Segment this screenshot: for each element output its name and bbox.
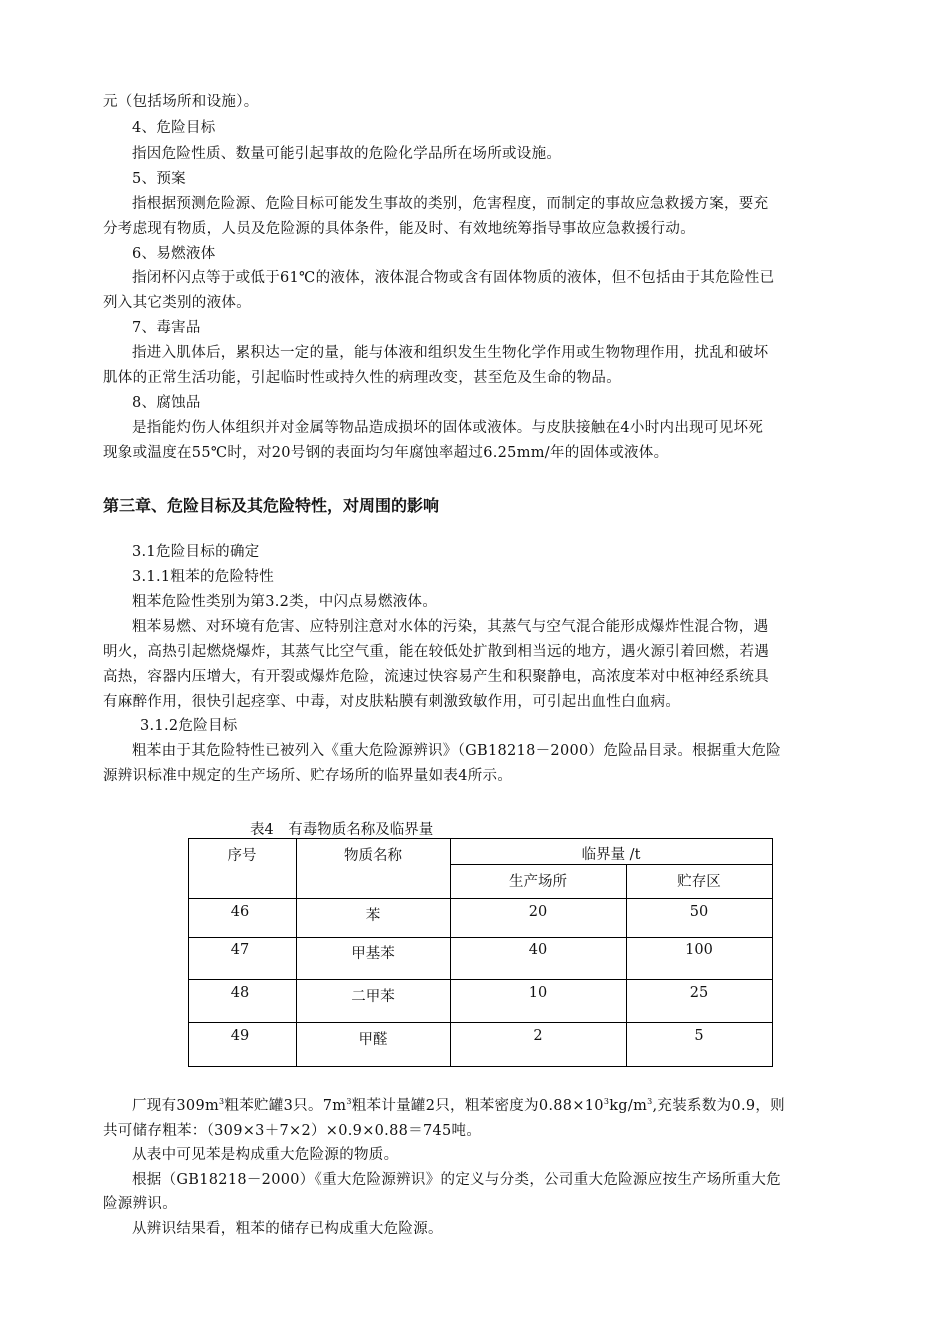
paragraph-line: 源辨识标准中规定的生产场所、贮存场所的临界量如表4所示。 — [103, 768, 513, 784]
paragraph-line: 指进入肌体后，累积达一定的量，能与体液和组织发生生物化学作用或生物物理作用，扰乱和破坏 — [132, 345, 769, 361]
cell-no: 47 — [230, 942, 250, 958]
paragraph-line: 列入其它类别的液体。 — [103, 295, 251, 311]
paragraph-line: 指因危险性质、数量可能引起事故的危险化学品所在场所或设施。 — [132, 146, 562, 162]
paragraph-line: 元（包括场所和设施）。 — [103, 94, 259, 110]
section-heading: 3.1危险目标的确定 — [132, 544, 260, 560]
paragraph-line: 是指能灼伤人体组织并对金属等物品造成损坏的固体或液体。与皮肤接触在4小时内出现可见坏死 — [132, 420, 764, 436]
superscript: 3 — [346, 1097, 352, 1106]
cell-production: 10 — [528, 985, 548, 1001]
table-border — [772, 838, 773, 1067]
chapter-title: 第三章、危险目标及其危险特性，对周围的影响 — [103, 496, 440, 515]
cell-name: 甲基苯 — [351, 946, 395, 962]
cell-storage: 5 — [694, 1028, 704, 1044]
paragraph-line: 肌体的正常生活功能，引起临时性或持久性的病理改变，甚至危及生命的物品。 — [103, 370, 621, 386]
cell-name: 二甲苯 — [351, 989, 395, 1005]
text-run: 粗苯计量罐2只，粗苯密度为0.88×10 — [351, 1098, 604, 1114]
table-border — [188, 1022, 773, 1023]
paragraph-line: 粗苯易燃、对环境有危害、应特别注意对水体的污染，其蒸气与空气混合能形成爆炸性混合物，遇 — [132, 619, 769, 635]
table-border — [188, 937, 773, 938]
cell-storage: 25 — [689, 985, 709, 1001]
paragraph-line: 分考虑现有物质，人员及危险源的具体条件，能及时、有效地统筹指导事故应急救援行动。 — [103, 221, 695, 237]
text-run: kg/m — [609, 1098, 648, 1114]
cell-production: 20 — [528, 904, 548, 920]
table-caption: 表4 有毒物质名称及临界量 — [250, 822, 434, 838]
item-heading-7: 7、毒害品 — [132, 320, 201, 336]
cell-name: 苯 — [365, 908, 381, 924]
paragraph-line: 共可储存粗苯：（309×3＋7×2）×0.9×0.88＝745吨。 — [103, 1123, 482, 1139]
header-storage: 贮存区 — [677, 874, 721, 890]
table-border — [188, 898, 773, 899]
text-run: ,充装系数为0.9，则 — [652, 1098, 785, 1114]
text-run: 厂现有309m — [132, 1098, 220, 1114]
subsection-heading: 3.1.1粗苯的危险特性 — [132, 569, 274, 585]
superscript: 3 — [647, 1097, 653, 1106]
item-heading-8: 8、腐蚀品 — [132, 395, 201, 411]
paragraph-line: 有麻醉作用，很快引起痉挛、中毒，对皮肤粘膜有刺激致敏作用，可引起出血性白血病。 — [103, 694, 681, 710]
paragraph-line: 现象或温度在55℃时，对20号钢的表面均匀年腐蚀率超过6.25mm/年的固体或液体。 — [103, 445, 669, 461]
paragraph-line — [132, 1096, 785, 1116]
paragraph-line: 指闭杯闪点等于或低于61℃的液体，液体混合物或含有固体物质的液体，但不包括由于其危险性已 — [132, 270, 775, 286]
cell-no: 46 — [230, 904, 250, 920]
item-heading-4: 4、危险目标 — [132, 120, 216, 136]
cell-storage: 100 — [685, 942, 713, 958]
paragraph-line: 粗苯由于其危险特性已被列入《重大危险源辨识》（GB18218－2000）危险品目录。根据重大危险 — [132, 743, 781, 759]
superscript: 3 — [219, 1097, 225, 1106]
header-production: 生产场所 — [509, 874, 567, 890]
header-quantity: 临界量 /t — [581, 847, 641, 863]
item-heading-5: 5、预案 — [132, 171, 186, 187]
cell-no: 48 — [230, 985, 250, 1001]
item-heading-6: 6、易燃液体 — [132, 246, 216, 262]
cell-storage: 50 — [689, 904, 709, 920]
cell-production: 40 — [528, 942, 548, 958]
header-name: 物质名称 — [344, 848, 402, 864]
paragraph-line: 粗苯危险性类别为第3.2类，中闪点易燃液体。 — [132, 594, 438, 610]
paragraph-line: 明火，高热引起燃烧爆炸，其蒸气比空气重，能在较低处扩散到相当远的地方，遇火源引着回燃，若遇 — [103, 644, 769, 660]
header-no: 序号 — [227, 848, 257, 864]
cell-name: 甲醛 — [358, 1032, 388, 1048]
paragraph-line: 高热，容器内压增大，有开裂或爆炸危险，流速过快容易产生和积聚静电，高浓度苯对中枢神经系统具 — [103, 669, 769, 685]
table-border — [450, 864, 773, 865]
paragraph-line: 险源辨识。 — [103, 1196, 177, 1212]
paragraph-line: 根据（GB18218－2000）《重大危险源辨识》的定义与分类，公司重大危险源应按生产场所重大危 — [132, 1172, 781, 1188]
text-run: 粗苯贮罐3只。7m — [224, 1098, 347, 1114]
superscript: 3 — [603, 1097, 610, 1106]
table-border — [188, 979, 773, 980]
cell-no: 49 — [230, 1028, 250, 1044]
paragraph-line: 指根据预测危险源、危险目标可能发生事故的类别，危害程度，而制定的事故应急救援方案，要充 — [132, 196, 769, 212]
cell-production: 2 — [533, 1028, 543, 1044]
table-border — [188, 838, 773, 839]
paragraph-line: 从辨识结果看，粗苯的储存已构成重大危险源。 — [132, 1221, 443, 1237]
paragraph-line: 从表中可见苯是构成重大危险源的物质。 — [132, 1147, 399, 1163]
subsection-heading: 3.1.2危险目标 — [140, 718, 238, 734]
table-border — [188, 1066, 773, 1067]
